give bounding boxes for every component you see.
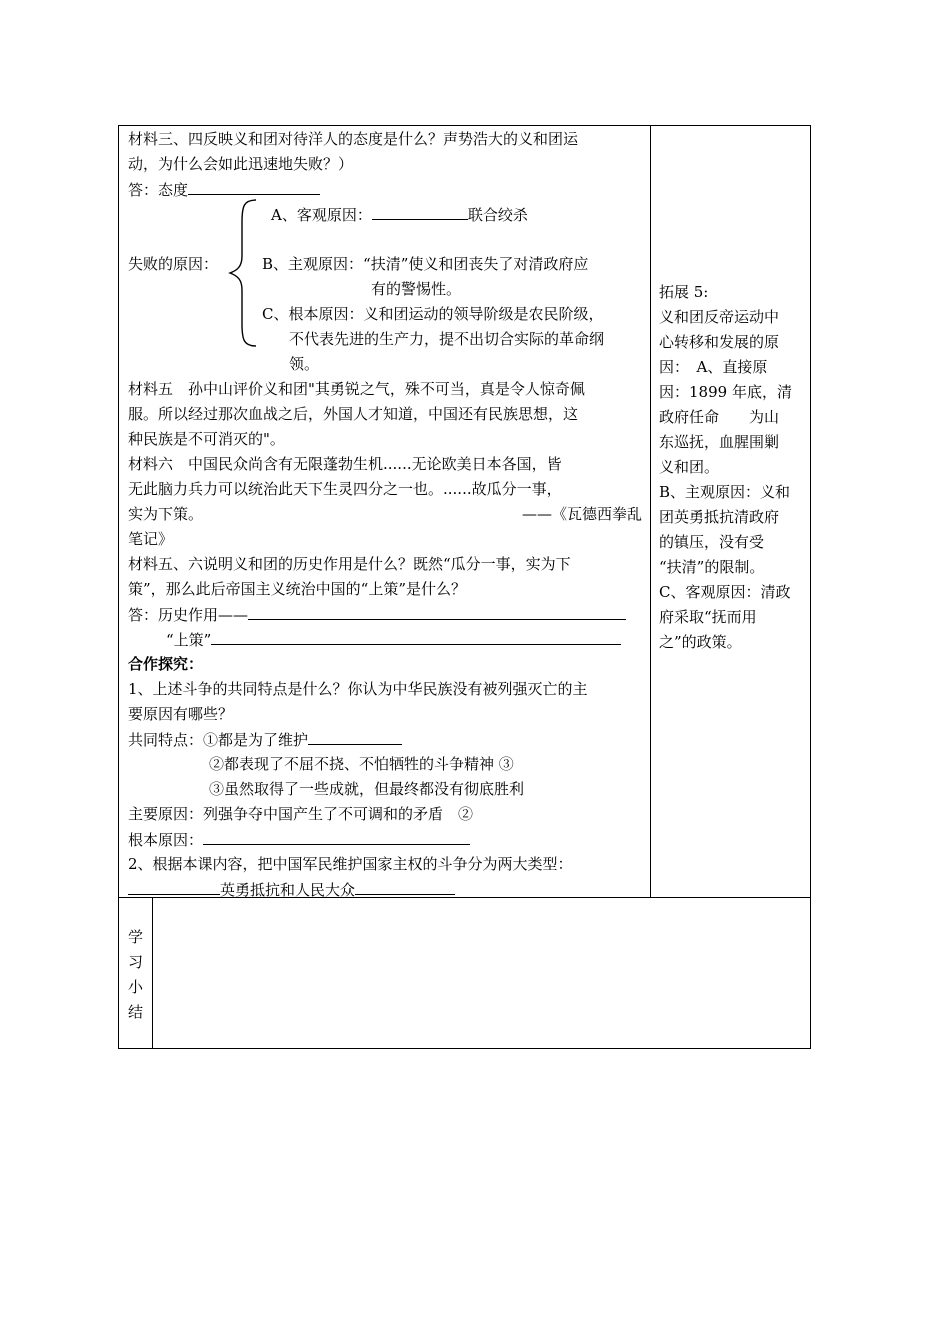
extension-line: 东巡抚，血腥围剿 xyxy=(659,433,780,451)
material6-line4: 笔记》 xyxy=(128,530,174,548)
question56-line2: 策”，那么此后帝国主义统治中国的“上策”是什么？ xyxy=(128,580,467,598)
extension-line: 义和团反帝运动中 xyxy=(659,308,780,326)
extension-line: 政府任命 为山 xyxy=(659,408,780,426)
summary-char: 学 xyxy=(128,928,144,946)
summary-label-divider xyxy=(152,897,153,1049)
root-reason-label: 根本原因： xyxy=(128,831,204,849)
learning-summary-label xyxy=(128,925,148,1025)
question56-line1: 材料五、六说明义和团的历史作用是什么？既然“瓜分一事，实为下 xyxy=(128,555,571,573)
table-border-left xyxy=(118,125,119,1049)
common-feature-2: ②都表现了不屈不挠、不怕牺牲的斗争精神 ③ xyxy=(209,755,514,773)
table-border-bottom xyxy=(118,1048,811,1049)
historical-role-answer xyxy=(128,605,626,624)
common-features-blank[interactable] xyxy=(308,730,402,745)
extension-line: 心转移和发展的原 xyxy=(659,333,780,351)
extension-panel xyxy=(659,280,805,655)
common-features xyxy=(128,730,402,749)
coop-question1-line2: 要原因有哪些？ xyxy=(128,705,234,723)
coop-question2: 2、根据本课内容，把中国军民维护国家主权的斗争分为两大类型： xyxy=(128,855,573,873)
root-reason-blank[interactable] xyxy=(203,830,470,845)
m3-question-line2: 动，为什么会如此迅速地失败？） xyxy=(128,155,354,173)
material6-line2: 无此脑力兵力可以统治此天下生灵四分之一也。......故瓜分一事， xyxy=(128,480,562,498)
learning-summary-area[interactable] xyxy=(154,899,809,1047)
column-divider xyxy=(650,125,651,897)
historical-role-label: 答：历史作用—— xyxy=(128,606,249,624)
coop-question1-line1: 1、上述斗争的共同特点是什么？你认为中华民族没有被列强灭亡的主 xyxy=(128,680,588,698)
struggle-type-blank-2[interactable] xyxy=(355,880,455,895)
extension-line: 的镇压，没有受 xyxy=(659,533,765,551)
extension-line: 义和团。 xyxy=(659,458,720,476)
historical-role-blank[interactable] xyxy=(248,605,626,620)
failure-reasons-label: 失败的原因： xyxy=(128,255,219,273)
summary-char: 习 xyxy=(128,953,144,971)
extension-line: 因： A、直接原 xyxy=(659,358,768,376)
table-border-top xyxy=(118,125,811,126)
material6-source: ——《瓦德西拳乱 xyxy=(522,505,643,523)
attitude-blank[interactable] xyxy=(188,180,320,195)
struggle-types-middle: 英勇抵抗和人民大众 xyxy=(220,881,356,899)
reason-a-suffix: 联合绞杀 xyxy=(467,206,528,224)
left-brace xyxy=(226,198,262,348)
material6-line1: 材料六 中国民众尚含有无限蓬勃生机......无论欧美日本各国，皆 xyxy=(128,455,562,473)
reason-c-line3: 领。 xyxy=(289,355,320,373)
material5-line1: 材料五 孙中山评价义和团"其勇锐之气，殊不可当，真是令人惊奇佩 xyxy=(128,380,585,398)
root-reason xyxy=(128,830,470,849)
struggle-type-blank-1[interactable] xyxy=(128,880,220,895)
attitude-answer xyxy=(128,180,320,199)
reason-c-line2: 不代表先进的生产力，提不出切合实际的革命纲 xyxy=(289,330,605,348)
m3-question-line1: 材料三、四反映义和团对待洋人的态度是什么？声势浩大的义和团运 xyxy=(128,130,579,148)
best-policy-answer xyxy=(166,630,621,649)
attitude-prefix: 答：态度 xyxy=(128,181,189,199)
cooperative-inquiry-heading: 合作探究： xyxy=(128,655,204,673)
extension-title: 拓展 5: xyxy=(659,283,709,301)
reason-a-blank[interactable] xyxy=(372,205,468,220)
extension-line: 府采取“抚而用 xyxy=(659,608,757,626)
material5-line2: 服。所以经过那次血战之后，外国人才知道，中国还有民族思想，这 xyxy=(128,405,579,423)
common-feature-3: ③虽然取得了一些成就，但最终都没有彻底胜利 xyxy=(209,780,525,798)
common-features-label: 共同特点：①都是为了维护 xyxy=(128,731,309,749)
table-border-right xyxy=(810,125,811,1049)
extension-line: B、主观原因：义和 xyxy=(659,483,791,501)
extension-line: C、客观原因：清政 xyxy=(659,583,791,601)
extension-line: 因：1899 年底，清 xyxy=(659,383,792,401)
material5-line3: 种民族是不可消灭的"。 xyxy=(128,430,285,448)
reason-a xyxy=(271,205,528,224)
summary-char: 结 xyxy=(128,1003,144,1021)
best-policy-label: “上策” xyxy=(166,631,212,649)
reason-a-label: A、客观原因： xyxy=(271,206,372,224)
summary-char: 小 xyxy=(128,978,144,996)
extension-line: 之”的政策。 xyxy=(659,633,742,651)
reason-b-line2: 有的警惕性。 xyxy=(371,280,462,298)
reason-b-line1: B、主观原因：“扶清”使义和团丧失了对清政府应 xyxy=(262,255,589,273)
extension-line: 团英勇抵抗清政府 xyxy=(659,508,780,526)
main-reasons: 主要原因：列强争夺中国产生了不可调和的矛盾 ② xyxy=(128,805,474,823)
reason-c-line1: C、根本原因：义和团运动的领导阶级是农民阶级， xyxy=(262,305,604,323)
best-policy-blank[interactable] xyxy=(211,630,621,645)
struggle-types xyxy=(128,880,455,899)
extension-line: “扶清”的限制。 xyxy=(659,558,765,576)
material6-line3: 实为下策。 xyxy=(128,505,204,523)
